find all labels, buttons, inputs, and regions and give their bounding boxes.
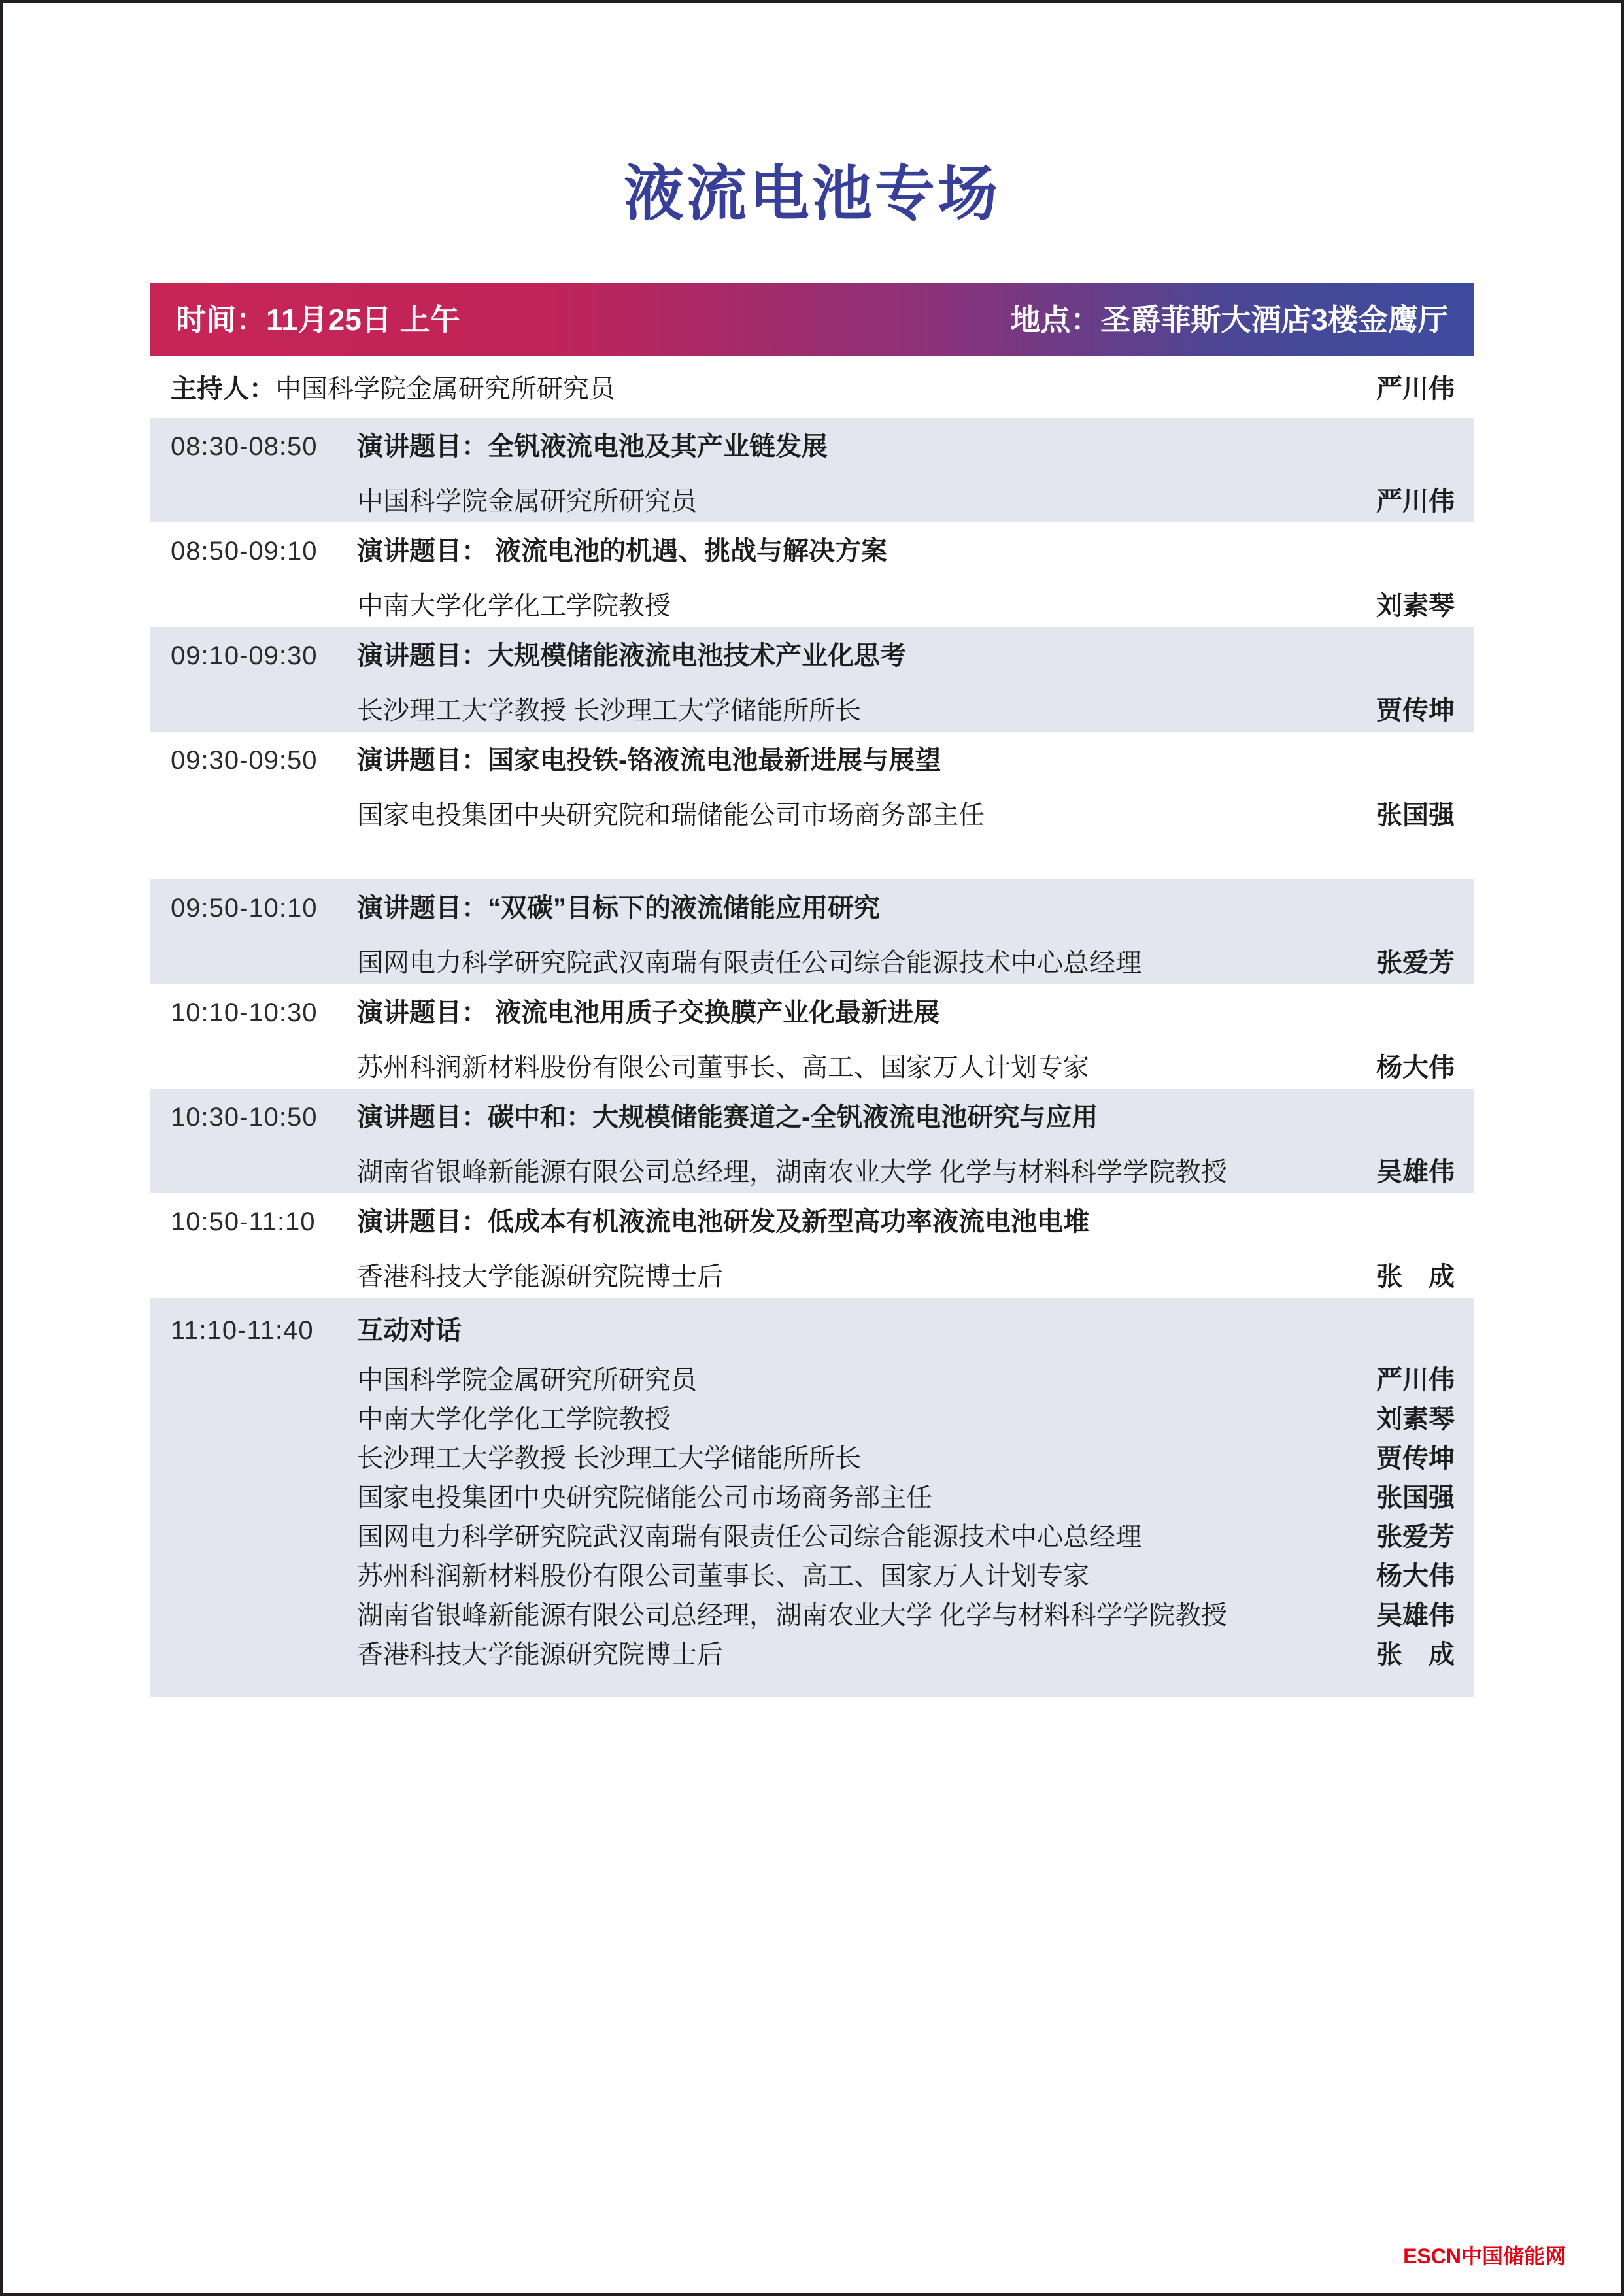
session-row-name: 严川伟	[1376, 487, 1455, 516]
session-row-time: 08:50-09:10	[171, 537, 318, 566]
session-row-time: 09:10-09:30	[171, 641, 318, 670]
session-time-label: 时间：11月25日 上午	[176, 303, 460, 337]
participant-name: 杨大伟	[1376, 1562, 1455, 1591]
participant-affiliation: 长沙理工大学教授 长沙理工大学储能所所长	[357, 1444, 862, 1473]
session-row	[150, 522, 1474, 627]
dialogue-block	[150, 1298, 1474, 1697]
session-row-title: 演讲题目：碳中和：大规模储能赛道之-全钒液流电池研究与应用	[357, 1103, 1098, 1132]
participant-name: 刘素琴	[1376, 1405, 1455, 1434]
session-row-time: 08:30-08:50	[171, 432, 318, 461]
page-title: 液流电池专场	[623, 161, 1000, 228]
host-info	[171, 376, 615, 402]
session-row-title: 演讲题目： 液流电池用质子交换膜产业化最新进展	[357, 998, 940, 1027]
participant-name: 张国强	[1376, 1483, 1455, 1512]
session-row	[150, 1089, 1474, 1193]
participant-row	[357, 1563, 1455, 1589]
participant-name: 贾传坤	[1376, 1444, 1455, 1473]
session-row-title: 演讲题目： 液流电池的机遇、挑战与解决方案	[357, 537, 888, 566]
participant-row	[357, 1642, 1455, 1668]
session-info-bar	[150, 283, 1474, 356]
participant-affiliation: 苏州科润新材料股份有限公司董事长、高工、国家万人计划专家	[357, 1562, 1089, 1591]
session-row	[150, 879, 1474, 984]
session-row-name: 杨大伟	[1376, 1053, 1455, 1082]
session-list	[150, 418, 1474, 1298]
session-row-time: 10:10-10:30	[171, 998, 318, 1027]
participant-row	[357, 1485, 1455, 1511]
session-row-name: 贾传坤	[1376, 696, 1455, 725]
session-row	[150, 984, 1474, 1089]
session-row-speaker: 中国科学院金属研究所研究员	[357, 487, 697, 516]
host-name: 严川伟	[1376, 375, 1455, 403]
participant-row	[357, 1367, 1455, 1393]
session-row-speaker: 国网电力科学研究院武汉南瑞有限责任公司综合能源技术中心总经理	[357, 949, 1142, 977]
session-row-title: 演讲题目：全钒液流电池及其产业链发展	[357, 432, 828, 461]
session-row-speaker: 湖南省银峰新能源有限公司总经理，湖南农业大学 化学与材料科学学院教授	[357, 1158, 1228, 1187]
session-row-time: 09:30-09:50	[171, 746, 318, 775]
agenda-table	[150, 356, 1474, 1697]
session-row	[150, 1193, 1474, 1298]
session-row-speaker: 香港科技大学能源研究院博士后	[357, 1262, 723, 1291]
session-row-name: 张国强	[1376, 801, 1455, 830]
participant-name: 张爱芳	[1376, 1523, 1455, 1551]
participant-name: 严川伟	[1376, 1366, 1455, 1394]
participant-name: 吴雄伟	[1376, 1601, 1455, 1630]
session-row-title: 演讲题目：国家电投铁-铬液流电池最新进展与展望	[357, 746, 941, 775]
session-row	[150, 627, 1474, 732]
dialogue-header-line	[150, 1317, 1474, 1343]
session-location-label: 地点：圣爵菲斯大酒店3楼金鹰厅	[1010, 303, 1448, 337]
participant-row	[357, 1524, 1455, 1550]
session-row-speaker: 国家电投集团中央研究院和瑞储能公司市场商务部主任	[357, 801, 985, 830]
session-row-speaker: 中南大学化学化工学院教授	[357, 592, 671, 620]
session-row-speaker: 苏州科润新材料股份有限公司董事长、高工、国家万人计划专家	[357, 1053, 1089, 1082]
participant-row	[357, 1445, 1455, 1472]
session-row	[150, 418, 1474, 522]
session-row-title: 演讲题目：“双碳”目标下的液流储能应用研究	[357, 894, 880, 922]
host-label: 主持人：	[171, 375, 275, 403]
participant-row	[357, 1406, 1455, 1432]
participant-name: 张 成	[1376, 1640, 1455, 1669]
participant-affiliation: 国家电投集团中央研究院储能公司市场商务部主任	[357, 1483, 932, 1512]
session-row-title: 演讲题目：大规模储能液流电池技术产业化思考	[357, 641, 906, 670]
session-row-name: 刘素琴	[1376, 592, 1455, 620]
participant-row	[357, 1602, 1455, 1629]
session-row-time: 10:50-11:10	[171, 1207, 316, 1236]
session-row-name: 吴雄伟	[1376, 1158, 1455, 1187]
session-row-time: 10:30-10:50	[171, 1103, 318, 1132]
participant-affiliation: 国网电力科学研究院武汉南瑞有限责任公司综合能源技术中心总经理	[357, 1523, 1142, 1551]
session-row-name: 张爱芳	[1376, 949, 1455, 977]
host-affiliation: 中国科学院金属研究所研究员	[275, 375, 615, 403]
escn-logo: ESCN中国储能网	[1403, 2244, 1566, 2268]
session-row-name: 张 成	[1376, 1262, 1455, 1291]
session-row	[150, 732, 1474, 849]
participant-affiliation: 中南大学化学化工学院教授	[357, 1405, 671, 1434]
session-row-speaker: 长沙理工大学教授 长沙理工大学储能所所长	[357, 696, 862, 725]
participant-affiliation: 香港科技大学能源研究院博士后	[357, 1640, 723, 1669]
dialogue-time: 11:10-11:40	[171, 1316, 314, 1345]
session-row-time: 09:50-10:10	[171, 894, 318, 922]
session-row-title: 演讲题目：低成本有机液流电池研发及新型高功率液流电池电堆	[357, 1207, 1089, 1236]
participant-list	[150, 1367, 1474, 1668]
participant-affiliation: 中国科学院金属研究所研究员	[357, 1366, 697, 1394]
dialogue-title: 互动对话	[357, 1316, 462, 1345]
participant-affiliation: 湖南省银峰新能源有限公司总经理，湖南农业大学 化学与材料科学学院教授	[357, 1601, 1228, 1630]
host-row	[150, 356, 1474, 418]
